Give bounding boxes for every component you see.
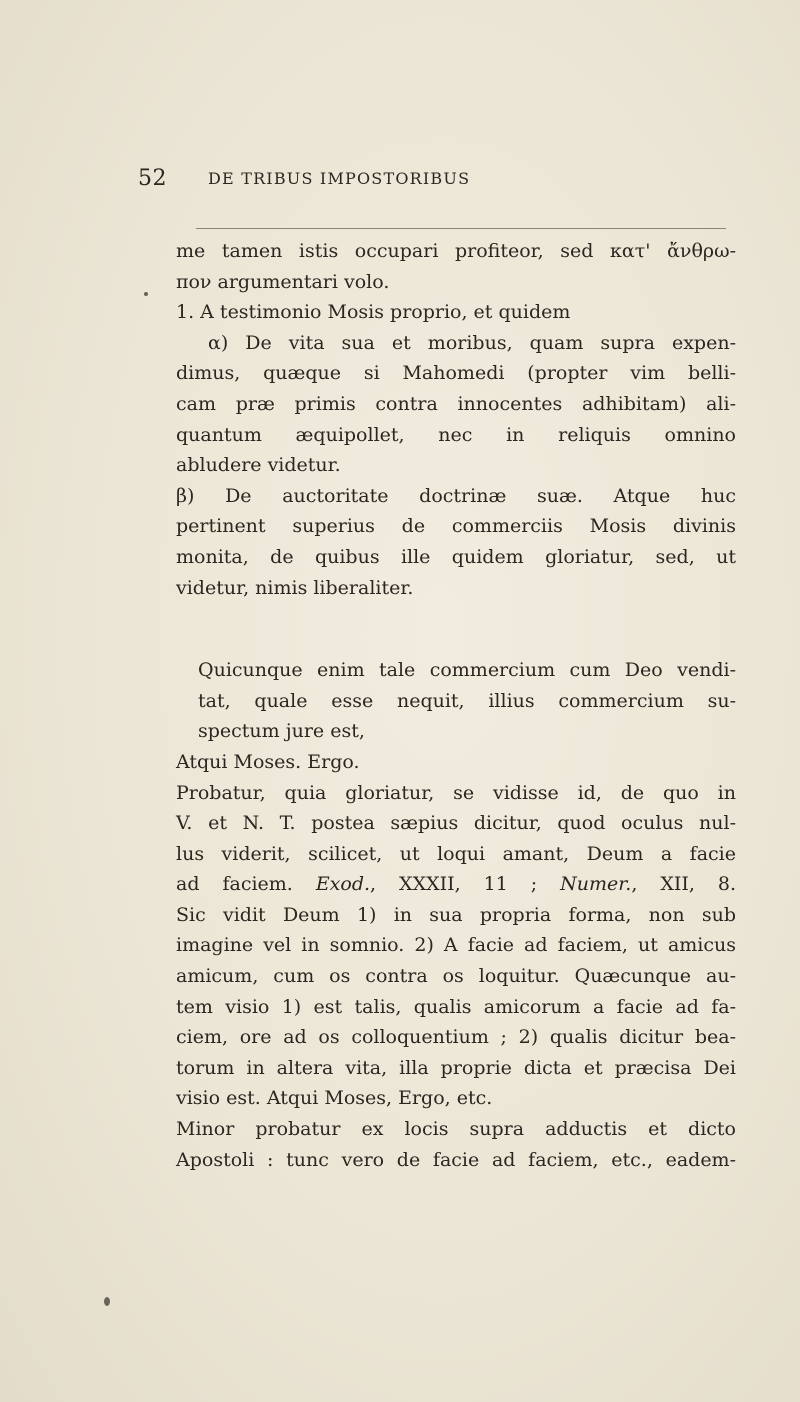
text-line: dimus, quæque si Mahomedi (propter vim belli- (176, 362, 736, 385)
text-line: spectum jure est, (198, 720, 365, 743)
text-line: 1. A testimonio Mosis proprio, et quidem (176, 301, 571, 324)
citation-exodus: Exod. (315, 873, 371, 896)
text-line: β) De auctoritate doctrinæ suæ. Atque huc (176, 484, 736, 507)
text-line: torum in altera vita, illa proprie dicta et præcisa Dei (176, 1056, 736, 1079)
text-line: quantum æquipollet, nec in reliquis omnino (176, 423, 736, 446)
text-line: Sic vidit Deum 1) in sua propria forma, non sub (176, 903, 736, 926)
text-line: cam præ primis contra innocentes adhibitam) ali- (176, 392, 736, 415)
paper-speck (144, 292, 148, 296)
page-header (138, 166, 658, 196)
text-line: videtur, nimis liberaliter. (176, 576, 414, 599)
page-number: 52 (138, 166, 167, 191)
text-line: πον argumentari volo. (176, 270, 390, 293)
citation-numeri: Numer. (560, 873, 632, 896)
text-line: α) De vita sua et moribus, quam supra expen- (208, 331, 736, 354)
text-line: ciem, ore ad os colloquentium ; 2) qualis dicitur bea- (176, 1026, 736, 1049)
citation-suffix: , XII, 8. (631, 873, 737, 896)
citation-mid: , XXXII, 11 ; (370, 873, 561, 896)
text-line: Minor probatur ex locis supra adductis et dicto (176, 1118, 736, 1141)
text-line: abludere videtur. (176, 454, 341, 477)
text-body (176, 236, 736, 1175)
text-line: Apostoli : tunc vero de facie ad faciem, etc., eadem- (176, 1148, 736, 1171)
text-line: Atqui Moses. Ergo. (176, 750, 360, 773)
text-line: tem visio 1) est talis, qualis amicorum a facie ad fa- (176, 995, 736, 1018)
citation-prefix: ad faciem. (176, 873, 316, 896)
text-line: amicum, cum os contra os loquitur. Quæcunque au- (176, 965, 736, 988)
text-line: Quicunque enim tale commercium cum Deo vendi- (198, 659, 736, 682)
paragraph-gap (176, 603, 736, 655)
citation-line (176, 869, 736, 900)
text-line: me tamen istis occupari profiteor, sed κατ' ἄνθρω- (176, 240, 736, 262)
text-line: imagine vel in somnio. 2) A facie ad faciem, ut amicus (176, 934, 736, 957)
text-line: visio est. Atqui Moses, Ergo, etc. (176, 1087, 493, 1110)
text-line: tat, quale esse nequit, illius commercium su- (198, 689, 736, 712)
text-line: monita, de quibus ille quidem gloriatur, sed, ut (176, 545, 736, 568)
header-rule (196, 228, 726, 229)
running-title: DE TRIBUS IMPOSTORIBUS (208, 169, 471, 188)
text-line: pertinent superius de commerciis Mosis divinis (176, 515, 736, 538)
text-line: lus viderit, scilicet, ut loqui amant, Deum a facie (176, 842, 736, 865)
paper-speck (104, 1297, 110, 1306)
text-line: V. et N. T. postea sæpius dicitur, quod oculus nul- (176, 812, 736, 835)
text-line: Probatur, quia gloriatur, se vidisse id, de quo in (176, 781, 736, 804)
